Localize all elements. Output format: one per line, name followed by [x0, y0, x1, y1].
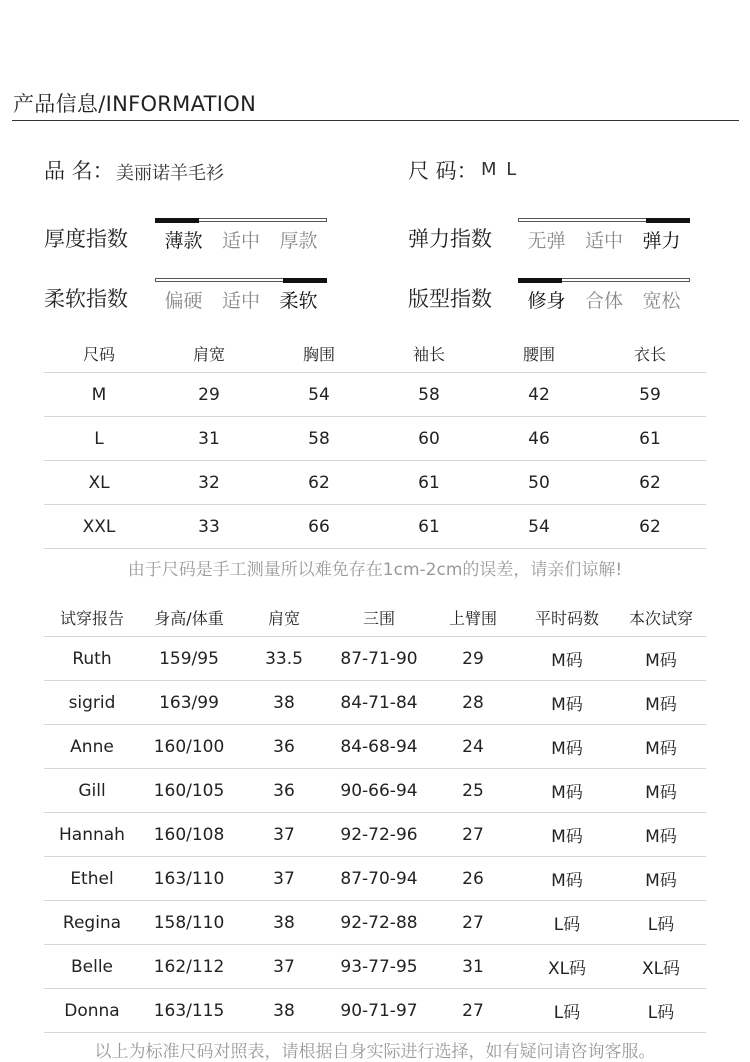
table-cell: 38	[273, 692, 295, 713]
column-header: 肩宽	[192, 344, 225, 364]
table-cell: L码	[553, 1003, 581, 1023]
table-cell: 29	[198, 384, 220, 405]
table-cell: 27	[462, 912, 484, 933]
table-cell: 37	[273, 868, 295, 889]
scale-option: 适中	[221, 290, 260, 312]
scale-indicator	[283, 278, 327, 283]
fit-report-row	[44, 725, 706, 769]
scale-option: 偏硬	[164, 290, 203, 312]
index-label: 版型指数	[408, 287, 492, 311]
table-cell: 160/100	[153, 736, 225, 757]
table-header-row	[44, 598, 706, 637]
size-row	[44, 417, 706, 461]
table-cell: 159/95	[159, 648, 219, 669]
table-cell: 33	[198, 516, 220, 537]
header-divider	[12, 120, 739, 121]
table-cell: XL	[88, 472, 110, 493]
table-cell: M码	[551, 827, 583, 847]
table-cell: M码	[645, 827, 677, 847]
table-cell: 60	[418, 428, 440, 449]
scale-option: 适中	[584, 230, 623, 252]
table-cell: 33.5	[265, 648, 303, 669]
table-cell: 87-70-94	[340, 868, 418, 889]
product-name-value: 美丽诺羊毛衫	[116, 163, 224, 184]
table-cell: 27	[462, 824, 484, 845]
table-cell: L码	[553, 915, 581, 935]
column-header: 平时码数	[534, 608, 599, 628]
size-chart-table	[44, 334, 706, 549]
table-cell: M码	[645, 783, 677, 803]
table-cell: M码	[645, 871, 677, 891]
column-header: 袖长	[412, 344, 445, 364]
table-cell: Gill	[78, 780, 106, 801]
table-cell: 61	[418, 516, 440, 537]
table-cell: 58	[418, 384, 440, 405]
index-label: 柔软指数	[44, 287, 128, 311]
fit-report-table	[44, 598, 706, 1033]
fit-report-row	[44, 681, 706, 725]
table-cell: M	[91, 384, 107, 405]
table-cell: Belle	[70, 956, 114, 977]
column-header: 身高/体重	[154, 608, 224, 628]
table-cell: Anne	[70, 736, 114, 757]
table-cell: 37	[273, 956, 295, 977]
fit-report-row	[44, 901, 706, 945]
scale-indicator	[155, 218, 199, 223]
table-cell: 162/112	[153, 956, 225, 977]
column-header: 肩宽	[267, 608, 300, 628]
scale-indicator	[518, 278, 562, 283]
index-scale	[518, 218, 690, 268]
table-cell: 163/99	[159, 692, 219, 713]
table-cell: 90-66-94	[340, 780, 418, 801]
table-cell: 36	[273, 736, 295, 757]
scale-option: 弹力	[642, 230, 681, 252]
table-cell: 61	[418, 472, 440, 493]
index-scale	[155, 218, 327, 268]
fit-report-row	[44, 989, 706, 1033]
table-cell: 24	[462, 736, 484, 757]
table-cell: 163/115	[153, 1000, 225, 1021]
table-cell: M码	[645, 651, 677, 671]
table-cell: XL码	[641, 959, 681, 979]
table-cell: 163/110	[153, 868, 225, 889]
table-cell: 37	[273, 824, 295, 845]
fit-report-row	[44, 857, 706, 901]
table-cell: 93-77-95	[340, 956, 418, 977]
table-cell: 42	[528, 384, 550, 405]
size-row	[44, 505, 706, 549]
table-cell: M码	[551, 651, 583, 671]
table-cell: 36	[273, 780, 295, 801]
scale-option: 适中	[221, 230, 260, 252]
table-cell: M码	[645, 695, 677, 715]
table-cell: 54	[528, 516, 550, 537]
scale-option: 薄款	[164, 230, 203, 252]
size-label: 尺 码：	[408, 159, 478, 183]
table-cell: 87-71-90	[340, 648, 418, 669]
table-cell: M码	[645, 739, 677, 759]
size-row	[44, 373, 706, 417]
column-header: 三围	[362, 608, 395, 628]
table-cell: 160/108	[153, 824, 225, 845]
table-cell: Donna	[64, 1000, 120, 1021]
fit-report-row	[44, 813, 706, 857]
page-title: 产品信息/INFORMATION	[13, 92, 257, 116]
scale-option: 合体	[584, 290, 623, 312]
scale-option: 柔软	[279, 290, 318, 312]
table-cell: 26	[462, 868, 484, 889]
column-header: 衣长	[633, 344, 666, 364]
column-header: 尺码	[82, 344, 115, 364]
table-cell: XXL	[82, 516, 116, 537]
size-row	[44, 461, 706, 505]
size-measure-note: 由于尺码是手工测量所以难免存在1cm-2cm的误差，请亲们谅解!	[127, 560, 623, 580]
fit-report-row	[44, 945, 706, 989]
table-cell: M码	[551, 783, 583, 803]
table-cell: 29	[462, 648, 484, 669]
table-cell: 62	[308, 472, 330, 493]
table-cell: 31	[198, 428, 220, 449]
product-name-label: 品 名：	[44, 159, 114, 183]
table-cell: 59	[639, 384, 661, 405]
fit-report-row	[44, 769, 706, 813]
index-label: 弹力指数	[408, 227, 492, 251]
fit-report-note: 以上为标准尺码对照表，请根据自身实际进行选择，如有疑问请咨询客服。	[94, 1042, 656, 1062]
index-scale	[518, 278, 690, 328]
table-cell: Ethel	[70, 868, 114, 889]
table-cell: M码	[551, 739, 583, 759]
table-cell: Hannah	[59, 824, 125, 845]
table-cell: L码	[647, 915, 675, 935]
table-cell: 84-71-84	[340, 692, 418, 713]
column-header: 上臂围	[448, 608, 497, 628]
scale-option: 宽松	[642, 290, 681, 312]
table-cell: Ruth	[72, 648, 112, 669]
table-cell: 31	[462, 956, 484, 977]
table-cell: 54	[308, 384, 330, 405]
table-cell: 46	[528, 428, 550, 449]
index-scale	[155, 278, 327, 328]
table-cell: L	[94, 428, 104, 449]
table-cell: 38	[273, 1000, 295, 1021]
column-header: 腰围	[522, 344, 555, 364]
table-cell: 28	[462, 692, 484, 713]
scale-option: 修身	[527, 290, 566, 312]
size-value: M L	[481, 159, 519, 180]
table-header-row	[44, 334, 706, 373]
table-cell: 25	[462, 780, 484, 801]
table-cell: 38	[273, 912, 295, 933]
table-cell: 61	[639, 428, 661, 449]
table-cell: L码	[647, 1003, 675, 1023]
index-label: 厚度指数	[44, 227, 128, 251]
table-cell: Regina	[62, 912, 122, 933]
scale-indicator	[646, 218, 690, 223]
scale-option: 无弹	[527, 230, 566, 252]
table-cell: 92-72-88	[340, 912, 418, 933]
table-cell: 32	[198, 472, 220, 493]
table-cell: M码	[551, 695, 583, 715]
scale-option: 厚款	[279, 230, 318, 252]
table-cell: 92-72-96	[340, 824, 418, 845]
column-header: 本次试穿	[628, 608, 693, 628]
fit-report-row	[44, 637, 706, 681]
table-cell: XL码	[547, 959, 587, 979]
column-header: 胸围	[302, 344, 335, 364]
table-cell: 62	[639, 472, 661, 493]
table-cell: 62	[639, 516, 661, 537]
table-cell: sigrid	[68, 692, 116, 713]
table-cell: 58	[308, 428, 330, 449]
table-cell: 160/105	[153, 780, 225, 801]
table-cell: 27	[462, 1000, 484, 1021]
table-cell: 90-71-97	[340, 1000, 418, 1021]
table-cell: 158/110	[153, 912, 225, 933]
table-cell: M码	[551, 871, 583, 891]
table-cell: 66	[308, 516, 330, 537]
table-cell: 50	[528, 472, 550, 493]
table-cell: 84-68-94	[340, 736, 418, 757]
column-header: 试穿报告	[59, 608, 124, 628]
